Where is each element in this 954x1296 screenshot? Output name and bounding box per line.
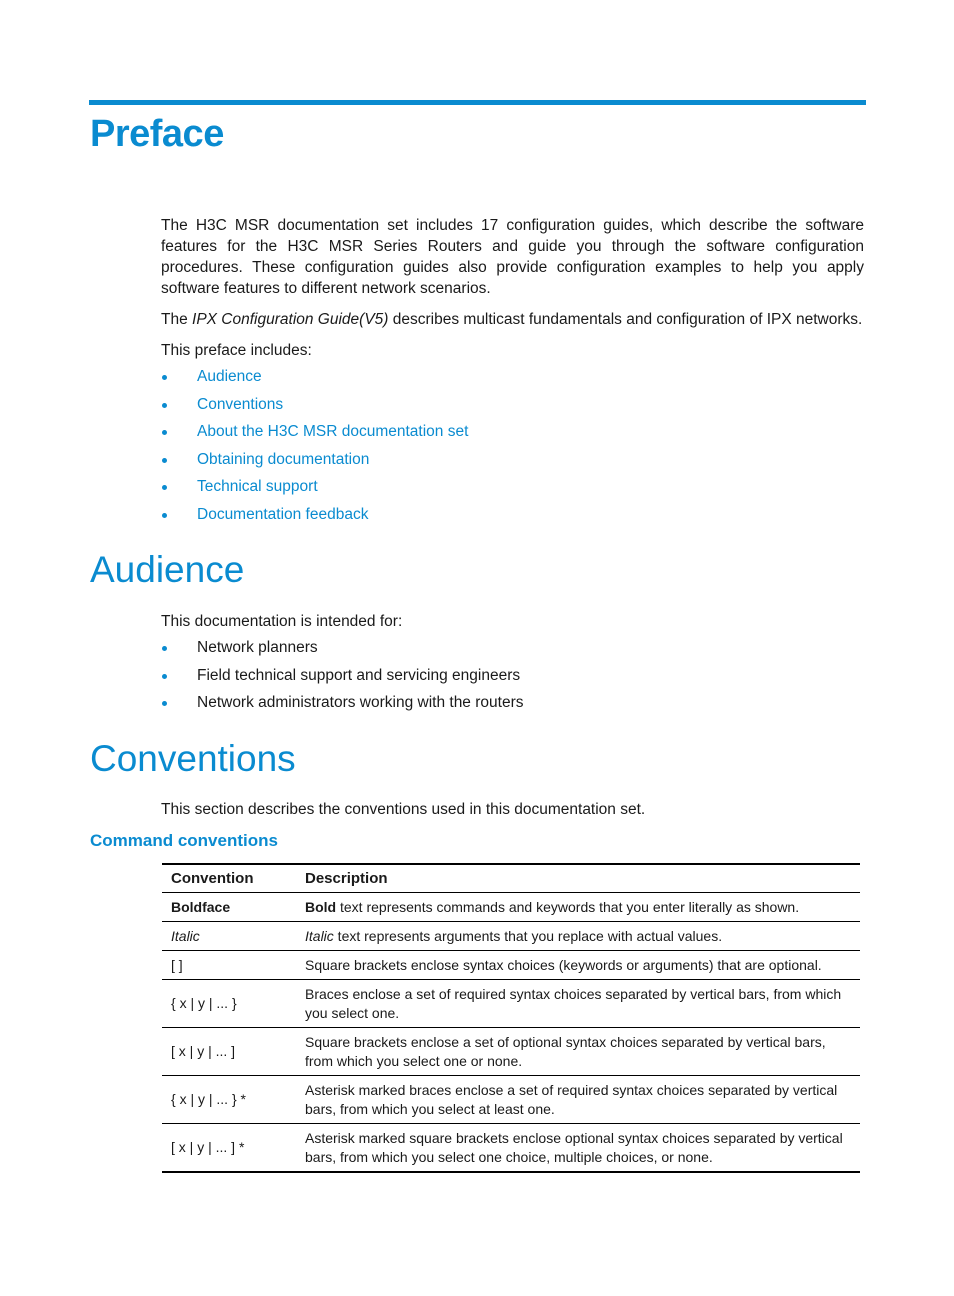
list-item (161, 365, 468, 393)
table-row (162, 980, 860, 1028)
description-text: text represents commands and keywords that you enter literally as shown. (336, 898, 800, 915)
preface-link-list (161, 365, 468, 531)
description-cell (296, 893, 860, 922)
bullet-icon (162, 375, 167, 380)
description-emphasis: Italic (305, 927, 334, 944)
description-cell (296, 922, 860, 951)
command-conventions-table (162, 863, 860, 1173)
guide-prefix: The (161, 311, 193, 328)
link-conventions[interactable]: Conventions (197, 395, 284, 413)
preface-intro: The H3C MSR documentation set includes 17 configuration guides, which describe the software features for the H3C MSR Series Routers and guide you through the software configuration procedures. These configuration guides also provide configuration examples to help you apply software features to different network scenarios. (161, 217, 864, 297)
bullet-icon (162, 646, 167, 651)
list-item (161, 691, 523, 719)
bullet-icon (162, 430, 167, 435)
command-conventions-heading: Command conventions (90, 831, 278, 850)
link-technical-support[interactable]: Technical support (197, 478, 318, 496)
table-row (162, 922, 860, 951)
audience-list (161, 636, 523, 719)
bullet-icon (162, 458, 167, 463)
list-item (161, 420, 468, 448)
table-row (162, 951, 860, 980)
guide-description (161, 309, 864, 330)
table-row (162, 1124, 860, 1173)
description-cell: Braces enclose a set of required syntax choices separated by vertical bars, from which you select one. (296, 980, 860, 1028)
convention-cell: [ x | y | ... ] (162, 1028, 296, 1076)
list-item (161, 448, 468, 476)
convention-cell: Boldface (162, 893, 296, 922)
guide-suffix: describes multicast fundamentals and configuration of IPX networks. (388, 311, 863, 328)
table-header-row (162, 864, 860, 893)
list-item (161, 393, 468, 421)
convention-cell: { x | y | ... } * (162, 1076, 296, 1124)
bullet-icon (162, 403, 167, 408)
table-row (162, 893, 860, 922)
description-cell: Square brackets enclose syntax choices (keywords or arguments) that are optional. (296, 951, 860, 980)
link-documentation-feedback[interactable]: Documentation feedback (197, 505, 369, 523)
convention-cell: [ ] (162, 951, 296, 980)
column-header-convention: Convention (162, 864, 296, 893)
bullet-icon (162, 513, 167, 518)
guide-name: IPX Configuration Guide(V5) (192, 311, 389, 328)
bullet-icon (162, 674, 167, 679)
description-cell: Asterisk marked braces enclose a set of required syntax choices separated by vertical bars, from which you select at least one. (296, 1076, 860, 1124)
audience-heading: Audience (90, 549, 245, 590)
list-item (161, 475, 468, 503)
bullet-icon (162, 701, 167, 706)
includes-label: This preface includes: (161, 342, 312, 359)
link-audience[interactable]: Audience (197, 368, 262, 385)
audience-item: Network planners (197, 639, 318, 656)
description-cell: Asterisk marked square brackets enclose optional syntax choices separated by vertical bars, from which you select one choice, multiple choices, or none. (296, 1124, 860, 1173)
title-rule (89, 100, 866, 105)
table-row (162, 1028, 860, 1076)
audience-item: Field technical support and servicing engineers (197, 666, 521, 684)
convention-cell: { x | y | ... } (162, 980, 296, 1028)
link-about-documentation-set[interactable]: About the H3C MSR documentation set (197, 423, 469, 441)
description-cell: Square brackets enclose a set of optional syntax choices separated by vertical bars, from which you select one or none. (296, 1028, 860, 1076)
list-item (161, 636, 523, 664)
audience-intro: This documentation is intended for: (161, 613, 403, 630)
convention-cell: Italic (162, 922, 296, 951)
bullet-icon (162, 485, 167, 490)
preface-heading: Preface (90, 113, 224, 155)
description-text: text represents arguments that you replace with actual values. (333, 927, 723, 944)
convention-cell: [ x | y | ... ] * (162, 1124, 296, 1173)
audience-item: Network administrators working with the routers (197, 694, 524, 712)
conventions-intro: This section describes the conventions used in this documentation set. (161, 801, 646, 818)
list-item (161, 503, 468, 531)
conventions-heading: Conventions (90, 738, 296, 779)
description-emphasis: Bold (305, 898, 337, 915)
table-row (162, 1076, 860, 1124)
column-header-description: Description (296, 864, 860, 893)
list-item (161, 664, 523, 692)
link-obtaining-documentation[interactable]: Obtaining documentation (197, 450, 370, 468)
